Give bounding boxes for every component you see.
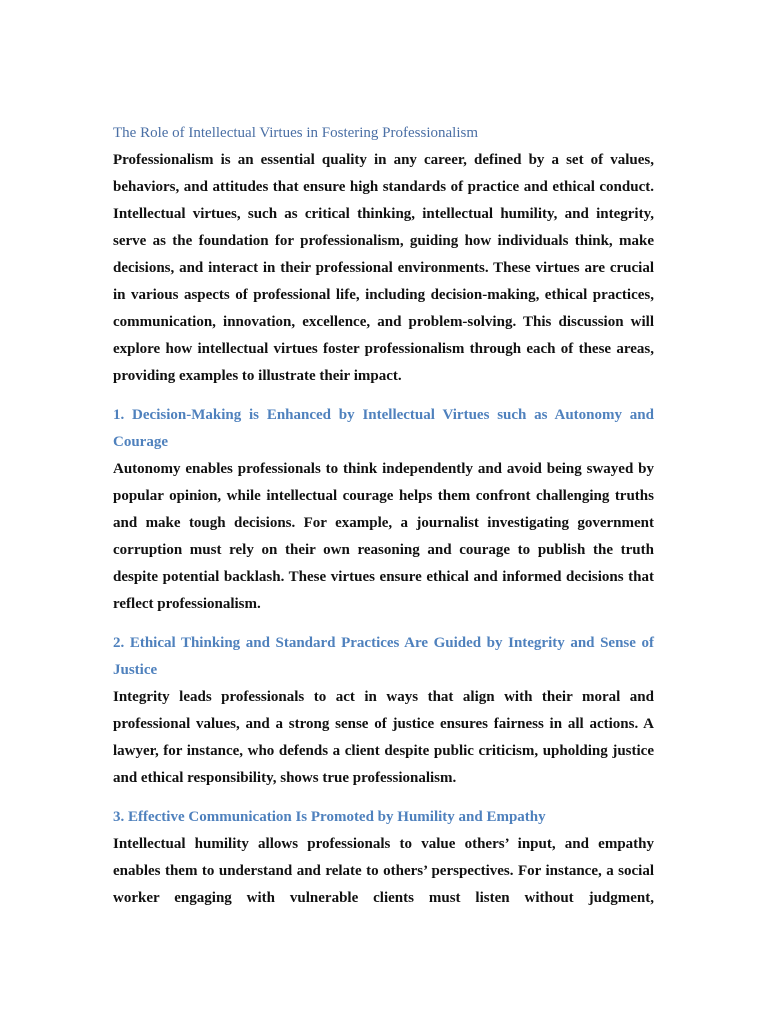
spacer (113, 618, 654, 630)
section-3-body: Intellectual humility allows professionals to value others’ input, and empathy enables them to understand and relate to others’ perspectives. For instance, a social worker engaging with vulnerable clients must listen without judgment, (113, 836, 654, 906)
section-2-heading: 2. Ethical Thinking and Standard Practices Are Guided by Integrity and Sense of Justice (113, 635, 654, 678)
document-title: The Role of Intellectual Virtues in Fostering Professionalism (113, 125, 479, 141)
section-1-heading: 1. Decision-Making is Enhanced by Intellectual Virtues such as Autonomy and Courage (113, 407, 654, 450)
spacer (113, 390, 654, 402)
section-3-heading: 3. Effective Communication Is Promoted by Humility and Empathy (113, 809, 546, 825)
spacer (113, 792, 654, 804)
document-page (113, 120, 654, 912)
intro-paragraph: Professionalism is an essential quality in any career, defined by a set of values, behaviors, and attitudes that ensure high standards of practice and ethical conduct. Intellectual virtues, such as critical thinking, intellectual humility, and integrity, serve as the foundation for professionalism, guiding how individuals think, make decisions, and interact in their professional environments. These virtues are crucial in various aspects of professional life, including decision-making, ethical practices, communication, innovation, excellence, and problem-solving. This discussion will explore how intellectual virtues foster professionalism through each of these areas, providing examples to illustrate their impact. (113, 152, 654, 384)
section-2-body: Integrity leads professionals to act in ways that align with their moral and professional values, and a strong sense of justice ensures fairness in all actions. A lawyer, for instance, who defends a client despite public criticism, upholding justice and ethical responsibility, shows true professionalism. (113, 689, 654, 786)
section-1-body: Autonomy enables professionals to think independently and avoid being swayed by popular opinion, while intellectual courage helps them confront challenging truths and make tough decisions. For example, a journalist investigating government corruption must rely on their own reasoning and courage to publish the truth despite potential backlash. These virtues ensure ethical and informed decisions that reflect professionalism. (113, 461, 654, 612)
